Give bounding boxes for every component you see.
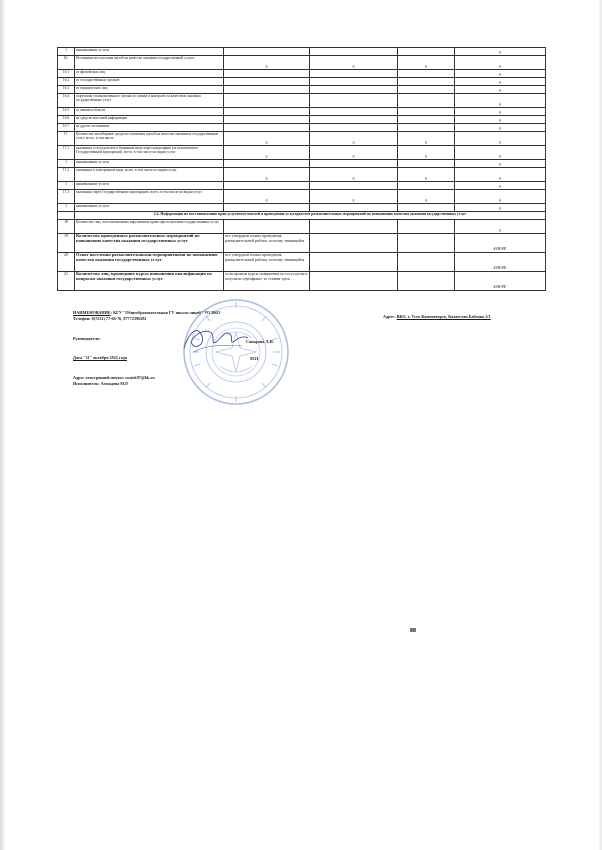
- row-number: 16.6: [58, 116, 75, 124]
- row-note: все утвердили планы проведения разъяснительной работы, поэтому значащийся: [224, 234, 310, 253]
- row-cell-2: 0: [310, 190, 398, 204]
- email-line: Адрес электронной почты: vostok97@bk.ru: [73, 375, 155, 380]
- executor-line: Исполнитель: Ахмадова М.Р.: [73, 381, 129, 386]
- address-value: ВКО, г. Усть-Каменогорск, Казахстан Бабенко 2/1: [396, 314, 491, 319]
- row-cell-2: 0: [310, 168, 398, 182]
- row-label: от физических лиц: [75, 70, 224, 78]
- row-number: 1: [58, 160, 75, 168]
- table-row: [58, 116, 546, 124]
- section-title: 2.4. Информация по восстановлению прав услугополучателей и проведению услугодателем разъяснительных мероприятий по повышению качества оказания государственных услуг: [75, 212, 546, 220]
- row-cell-2: [310, 78, 398, 86]
- row-label: поручения уполномоченного органа по оценке и контролю за качеством оказания государственных услуг: [75, 94, 224, 108]
- row-cell-3: [398, 78, 455, 86]
- row-cell-3: [398, 70, 455, 78]
- row-label: Источники поступления жалоб на качество оказания государственной услуги: [75, 56, 224, 70]
- table-row: [58, 94, 546, 108]
- row-number: 20: [58, 253, 75, 272]
- table-row: [58, 168, 546, 182]
- report-date: Дата "31" октября 2022 года: [73, 355, 127, 360]
- org-label: НАИМЕНОВАНИЕ: [73, 310, 111, 315]
- table-row: [58, 220, 546, 234]
- row-cell-1: [224, 78, 310, 86]
- row-cell-2: 0: [310, 146, 398, 160]
- row-number: 16.5: [58, 108, 75, 116]
- row-label: оказанных услугодателем в бумажном виде через канцелярию (за исключением Государственной корпорации), всего, в том числе по видам услуг: [75, 146, 224, 160]
- row-label: наименование услуги: [75, 204, 224, 212]
- row-label: Количество лиц, восстановленных нарушенных права при получении государственных услуг: [75, 220, 224, 234]
- row-cell-2: [310, 160, 398, 168]
- row-number: 16.4: [58, 94, 75, 108]
- row-cell-1: [224, 48, 310, 56]
- row-value: #ЗНАЧ!: [455, 253, 546, 272]
- row-cell-3: [398, 182, 455, 190]
- address-label: Адрес:: [383, 314, 396, 319]
- row-total: 0: [455, 56, 546, 70]
- seal-label: М.П.: [250, 356, 260, 361]
- row-total: 0: [455, 190, 546, 204]
- table-row: [58, 204, 546, 212]
- row-number: 16.: [58, 56, 75, 70]
- row-cell-2: [310, 116, 398, 124]
- signature-icon: [180, 322, 250, 356]
- scan-left-edge: [0, 0, 6, 850]
- row-total: 0: [455, 160, 546, 168]
- row-value: #ЗНАЧ!: [455, 234, 546, 253]
- row-total: 0: [455, 124, 546, 132]
- row-number: 1: [58, 182, 75, 190]
- row-cell-3: [398, 124, 455, 132]
- row-cell-1: [224, 108, 310, 116]
- row-cell-1: [224, 94, 310, 108]
- table-row: [58, 124, 546, 132]
- table-row: [58, 253, 546, 272]
- table-row: [58, 132, 546, 146]
- row-total: 0: [455, 168, 546, 182]
- row-value: 0: [455, 220, 546, 234]
- row-total: 0: [455, 108, 546, 116]
- row-label: от акимата области: [75, 108, 224, 116]
- row-label: Охват населения разъяснительными мероприятиями по повышению качества оказания государственных услуг: [75, 253, 224, 272]
- row-number: 16.7: [58, 124, 75, 132]
- row-cell-3: [398, 86, 455, 94]
- row-label: из средств массовой информации: [75, 116, 224, 124]
- report-table-body: [58, 48, 546, 212]
- table-row: [58, 182, 546, 190]
- row-note: все утвердили планы проведения разъяснительной работы, поэтому значащийся: [224, 253, 310, 272]
- row-cell-2: [310, 86, 398, 94]
- table-row: [58, 160, 546, 168]
- row-cell-1: [224, 116, 310, 124]
- row-cell-1: 0: [224, 146, 310, 160]
- row-number: 16.3: [58, 86, 75, 94]
- row-label: Количество жалобщиков среди поступивших жалоб на качество оказанных государственных услуг, всего, в том числе: [75, 132, 224, 146]
- row-label: от юридических лиц: [75, 86, 224, 94]
- row-total: 0: [455, 116, 546, 124]
- row-total: 0: [455, 48, 546, 56]
- row-label: от государственных органов: [75, 78, 224, 86]
- section-header-row: [58, 212, 546, 220]
- row-cell-1: [224, 124, 310, 132]
- row-label: Количество лиц, прошедших курсы повышения квалификации по вопросам оказания государственных услуг: [75, 272, 224, 291]
- row-label: наименование услуги: [75, 160, 224, 168]
- head-name: Сапарова Л.И.: [246, 339, 274, 344]
- row-total: 0: [455, 132, 546, 146]
- row-cell-2: [310, 108, 398, 116]
- row-cell-1: [224, 204, 310, 212]
- row-label: Количество проведенных разъяснительных мероприятий по повышению качества оказания государственных услуг: [75, 234, 224, 253]
- row-total: 0: [455, 182, 546, 190]
- row-cell-2: [310, 94, 398, 108]
- row-cell-3: 0: [398, 190, 455, 204]
- row-number: 21: [58, 272, 75, 291]
- row-number: 17.1: [58, 146, 75, 160]
- table-row: [58, 86, 546, 94]
- row-number: 16.2: [58, 78, 75, 86]
- row-cell-3: [398, 204, 455, 212]
- row-cell-1: 0: [224, 132, 310, 146]
- org-name: : КГУ "Общеобразовательная ГУ школа-лицей" УО ВКО: [110, 310, 221, 315]
- row-number: 16.1: [58, 70, 75, 78]
- row-cell-3: [398, 48, 455, 56]
- row-cell-2: [310, 182, 398, 190]
- row-total: 0: [455, 94, 546, 108]
- row-label: оказанных через Государственную корпорацию, всего, в том числе по видам услуг: [75, 190, 224, 204]
- table-row: [58, 234, 546, 253]
- table-row: [58, 56, 546, 70]
- row-cell-3: 0: [398, 146, 455, 160]
- row-number: 17.3: [58, 190, 75, 204]
- row-cell-2: 0: [310, 132, 398, 146]
- row-cell-1: [224, 160, 310, 168]
- row-cell-3: 0: [398, 56, 455, 70]
- row-cell-3: [398, 160, 455, 168]
- row-number: 19: [58, 234, 75, 253]
- row-cell-1: [224, 182, 310, 190]
- row-label: наименование услуги: [75, 182, 224, 190]
- row-cell-2: [310, 124, 398, 132]
- table-row: [58, 70, 546, 78]
- row-cell-3: 0: [398, 132, 455, 146]
- row-cell-1: [224, 86, 310, 94]
- row-number: 1: [58, 204, 75, 212]
- row-note: если прошли курсы повышения по госуслугам и получили сертификат, то ставим здесь: [224, 272, 310, 291]
- row-number: 18: [58, 220, 75, 234]
- table-row: [58, 48, 546, 56]
- row-total: 0: [455, 146, 546, 160]
- row-total: 0: [455, 204, 546, 212]
- row-label: наименование услуги: [75, 48, 224, 56]
- address-line: [383, 314, 491, 319]
- row-cell-1: 0: [224, 190, 310, 204]
- row-number: 17.2: [58, 168, 75, 182]
- row-label: из других источников: [75, 124, 224, 132]
- table-row: [58, 78, 546, 86]
- row-cell-2: [310, 48, 398, 56]
- table-row: [58, 108, 546, 116]
- row-cell-1: 0: [224, 168, 310, 182]
- table-row: [58, 146, 546, 160]
- table-row: [58, 272, 546, 291]
- row-cell-3: [398, 94, 455, 108]
- row-cell-2: 0: [310, 56, 398, 70]
- row-cell-1: 0: [224, 56, 310, 70]
- row-cell-2: [310, 70, 398, 78]
- row-cell-1: [224, 70, 310, 78]
- row-cell-3: 0: [398, 168, 455, 182]
- row-label: оказанных в электронном виде, всего, в том числе по видам услуг: [75, 168, 224, 182]
- row-total: 0: [455, 86, 546, 94]
- row-value: #ЗНАЧ!: [455, 272, 546, 291]
- row-number: 1: [58, 48, 75, 56]
- row-cell-2: [310, 204, 398, 212]
- scan-right-edge: [598, 0, 602, 850]
- report-table: [57, 47, 546, 291]
- scan-artifact-icon: [410, 628, 416, 632]
- row-cell-3: [398, 116, 455, 124]
- row-total: 0: [455, 78, 546, 86]
- head-label: Руководитель:: [73, 336, 101, 341]
- row-total: 0: [455, 70, 546, 78]
- phone-line: Телефон: 8(7232) 77-66-76, 87772396282: [73, 316, 147, 321]
- row-cell-3: [398, 108, 455, 116]
- row-number: 17.: [58, 132, 75, 146]
- table-row: [58, 190, 546, 204]
